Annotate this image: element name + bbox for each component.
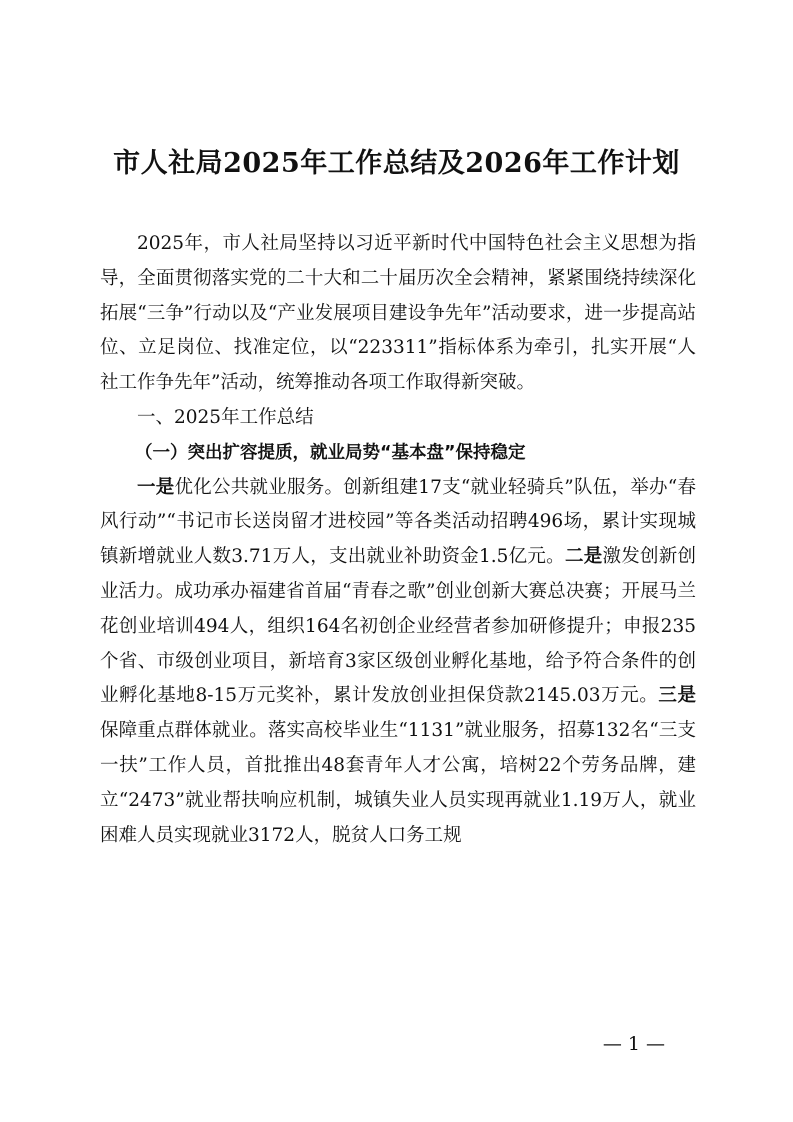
point-text-3: 保障重点群体就业。落实高校毕业生“1131”就业服务，招募132名“三支一扶”工作人员，首批推出48套青年人才公寓，培树22个劳务品牌，建立“2473”就业帮扶响应机制，城镇失业人员实现再就业1.19万人，就业困难人员实现就业3172人，脱贫人口务工规 <box>100 720 696 846</box>
section-heading: 一、2025年工作总结 <box>137 406 314 428</box>
body-paragraph <box>100 471 696 854</box>
subsection-heading: （一）突出扩容提质，就业局势“基本盘”保持稳定 <box>135 442 526 463</box>
page-number: — 1 — <box>602 1033 665 1055</box>
point-lead-3: 三是 <box>658 685 696 707</box>
intro-paragraph: 2025年，市人社局坚持以习近平新时代中国特色社会主义思想为指导，全面贯彻落实党的二十大和二十届历次全会精神，紧紧围绕持续深化拓展“三争”行动以及“产业发展项目建设争先年”活动要求，进一步提高站位、立足岗位、找准定位，以“223311”指标体系为牵引，扎实开展“人社工作争先年”活动，统筹推动各项工作取得新突破。 <box>100 233 696 394</box>
document-title: 市人社局2025年工作总结及2026年工作计划 <box>113 148 680 179</box>
document-body <box>100 227 696 853</box>
point-text-1: 优化公共就业服务。创新组建17支“就业轻骑兵”队伍，举办“春风行动”“书记市长送岗留才进校园”等各类活动招聘496场，累计实现城镇新增就业人数3.71万人，支出就业补助资金1.5亿元。 <box>100 476 696 568</box>
point-lead-1: 一是 <box>137 476 175 498</box>
point-lead-2: 二是 <box>564 546 603 568</box>
point-text-2: 激发创新创业活力。成功承办福建省首届“青春之歌”创业创新大赛总决赛；开展马兰花创业培训494人，组织164名初创企业经营者参加研修提升；申报235个省、市级创业项目，新培育3家区级创业孵化基地，给予符合条件的创业孵化基地8-15万元奖补，累计发放创业担保贷款2145.03万元。 <box>100 546 696 707</box>
